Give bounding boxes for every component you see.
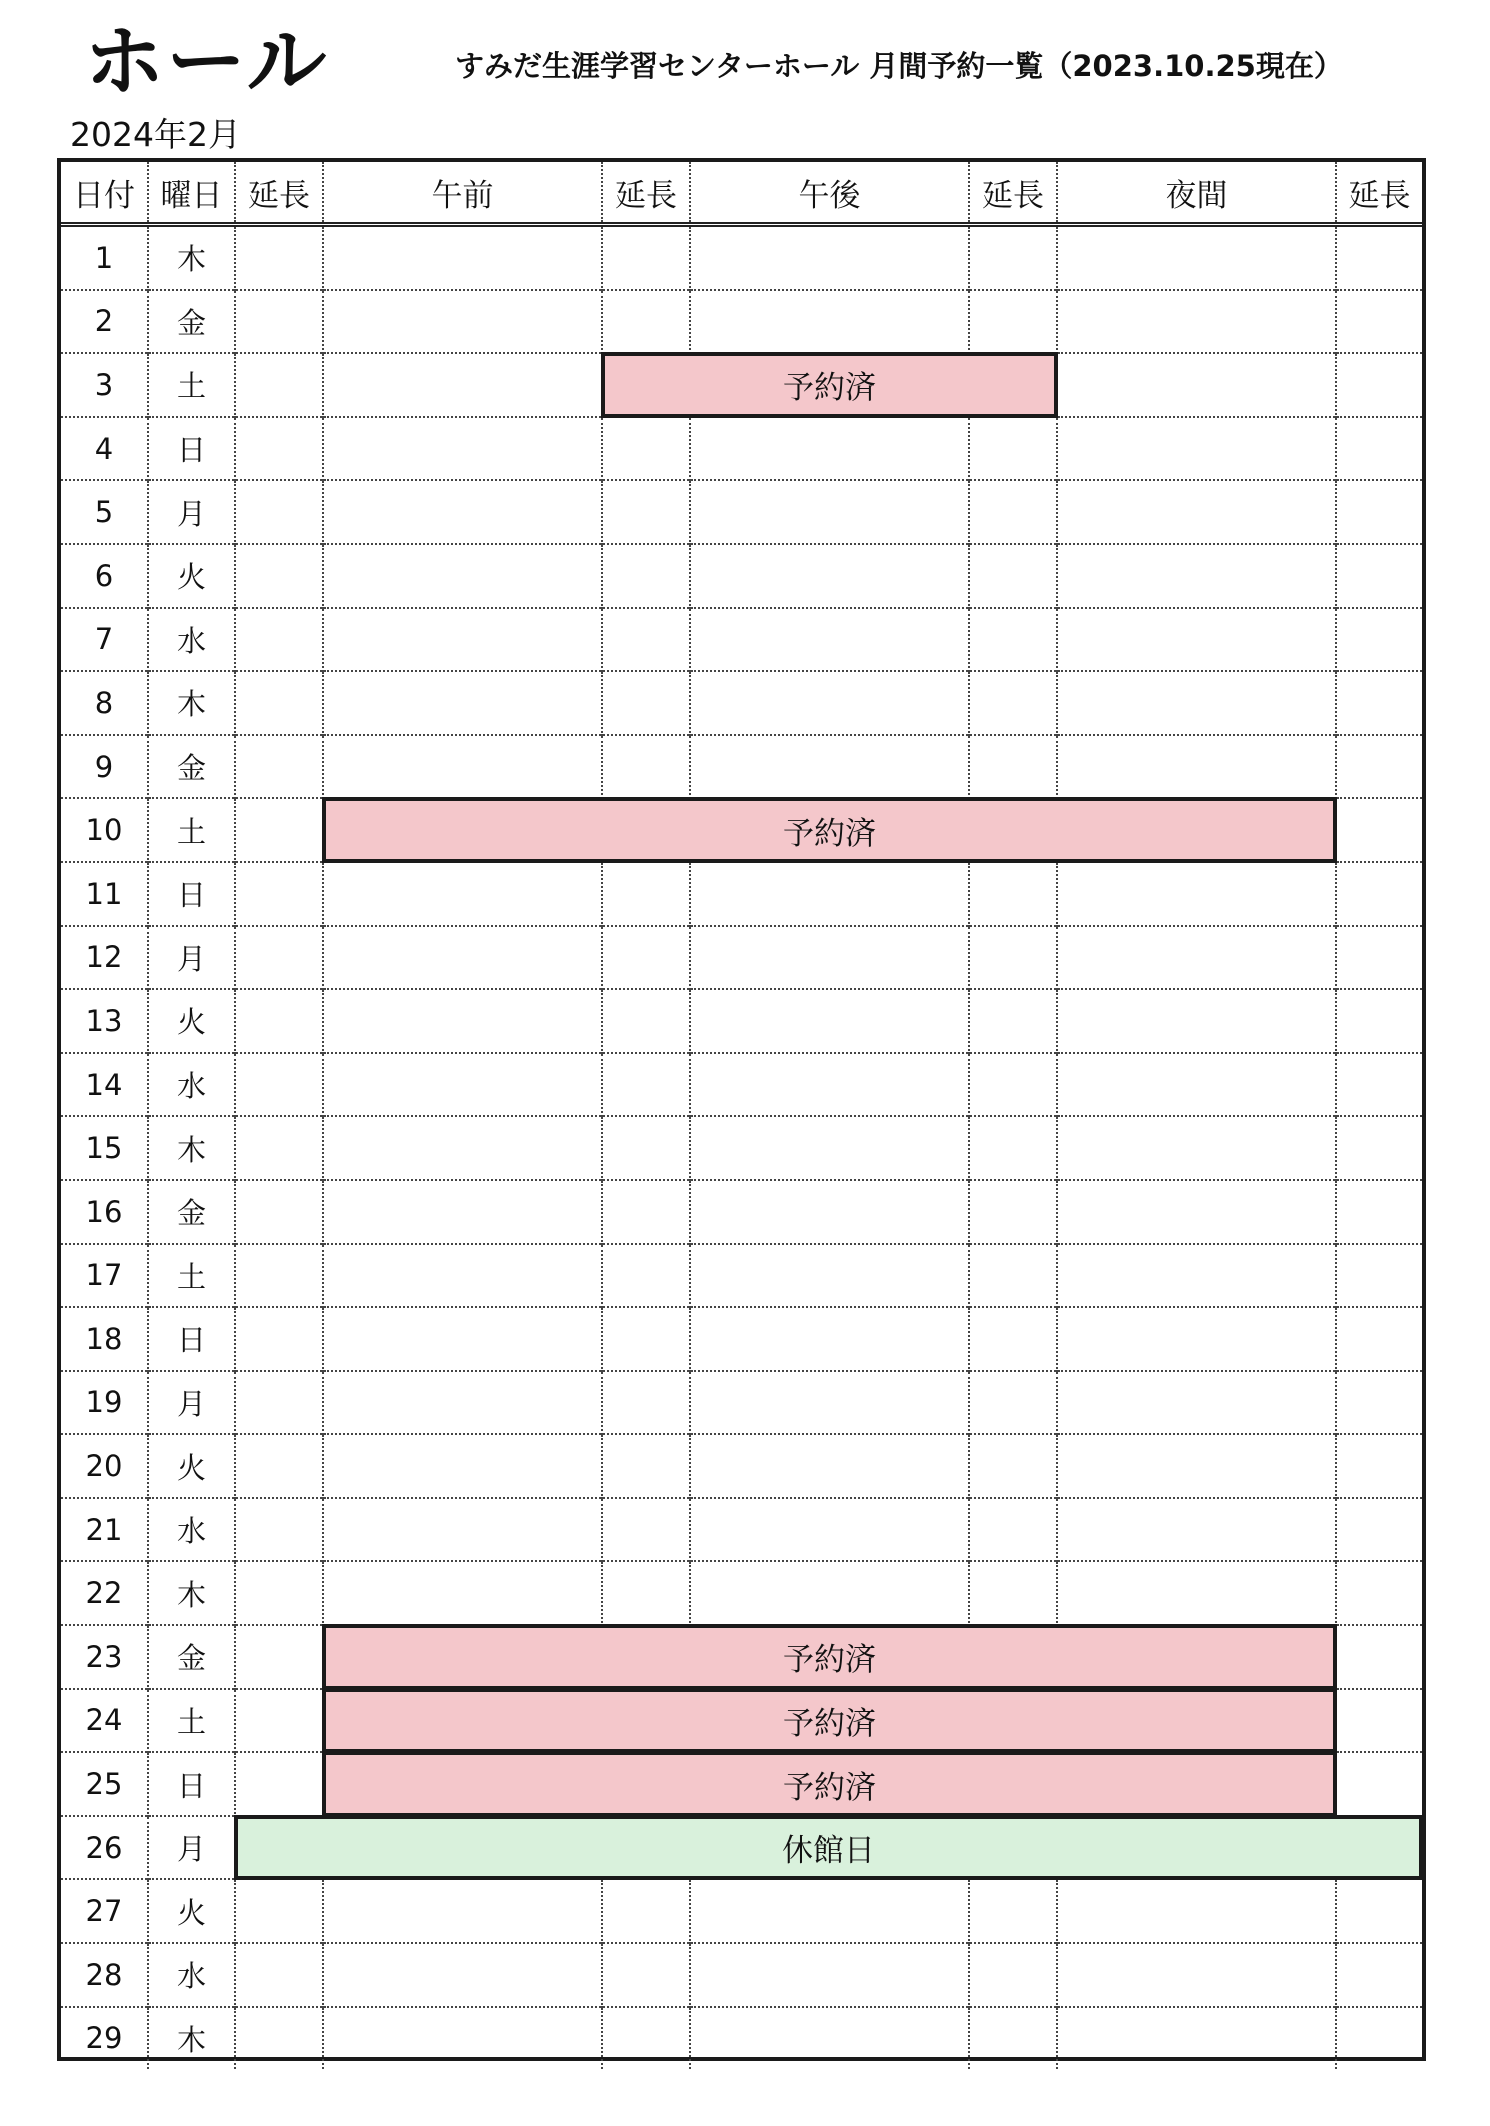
table-row — [61, 1943, 1422, 2007]
cell-slot — [969, 1498, 1057, 1562]
cell-day: 19 — [61, 1371, 148, 1435]
table-row — [61, 608, 1422, 672]
reservation-band: 予約済 — [322, 1624, 1337, 1690]
cell-slot — [969, 862, 1057, 926]
cell-weekday: 木 — [148, 671, 235, 735]
cell-day: 25 — [61, 1752, 148, 1816]
cell-slot — [969, 1371, 1057, 1435]
cell-slot — [1057, 989, 1336, 1053]
cell-slot — [1057, 1371, 1336, 1435]
cell-slot — [690, 1879, 969, 1943]
cell-slot — [969, 480, 1057, 544]
cell-slot — [690, 1371, 969, 1435]
cell-weekday: 土 — [148, 353, 235, 417]
cell-slot — [1336, 353, 1422, 417]
cell-slot — [323, 735, 602, 799]
cell-day: 11 — [61, 862, 148, 926]
cell-slot — [690, 1943, 969, 2007]
cell-day: 12 — [61, 926, 148, 990]
cell-slot — [1336, 417, 1422, 481]
cell-slot — [235, 417, 323, 481]
cell-slot — [1057, 1307, 1336, 1371]
cell-day: 28 — [61, 1943, 148, 2007]
cell-slot — [235, 735, 323, 799]
cell-slot — [235, 862, 323, 926]
column-header-evening: 夜間 — [1057, 162, 1336, 225]
cell-slot — [969, 544, 1057, 608]
cell-slot — [323, 1879, 602, 1943]
table-row — [61, 735, 1422, 799]
table-row — [61, 1180, 1422, 1244]
cell-day: 4 — [61, 417, 148, 481]
page-title: ホール — [84, 15, 329, 108]
cell-slot — [690, 1116, 969, 1180]
table-row — [61, 1371, 1422, 1435]
cell-slot — [690, 989, 969, 1053]
cell-weekday: 月 — [148, 1816, 235, 1880]
cell-slot — [235, 1434, 323, 1498]
cell-slot — [323, 1053, 602, 1117]
cell-slot — [1336, 480, 1422, 544]
cell-slot — [1336, 2007, 1422, 2070]
cell-slot — [969, 608, 1057, 672]
cell-slot — [969, 1180, 1057, 1244]
cell-slot — [969, 1116, 1057, 1180]
cell-weekday: 金 — [148, 1625, 235, 1689]
cell-slot — [235, 1498, 323, 1562]
cell-slot — [1057, 1943, 1336, 2007]
cell-slot — [1336, 1879, 1422, 1943]
cell-slot — [323, 1244, 602, 1308]
cell-slot — [1057, 290, 1336, 354]
cell-slot — [969, 1244, 1057, 1308]
column-header-extension-2: 延長 — [602, 162, 690, 225]
cell-slot — [1057, 1879, 1336, 1943]
cell-slot — [1057, 1180, 1336, 1244]
cell-slot — [690, 671, 969, 735]
cell-slot — [1336, 1244, 1422, 1308]
cell-slot — [1057, 417, 1336, 481]
table-row — [61, 2007, 1422, 2070]
cell-weekday: 土 — [148, 798, 235, 862]
cell-slot — [235, 1180, 323, 1244]
cell-slot — [1336, 1116, 1422, 1180]
cell-day: 15 — [61, 1116, 148, 1180]
table-row — [61, 480, 1422, 544]
cell-slot — [323, 1116, 602, 1180]
cell-slot — [602, 480, 690, 544]
cell-slot — [690, 1180, 969, 1244]
cell-weekday: 火 — [148, 989, 235, 1053]
cell-slot — [1336, 862, 1422, 926]
cell-slot — [969, 989, 1057, 1053]
column-header-morning: 午前 — [323, 162, 602, 225]
cell-slot — [235, 480, 323, 544]
cell-slot — [602, 2007, 690, 2070]
cell-day: 18 — [61, 1307, 148, 1371]
cell-slot — [323, 862, 602, 926]
cell-slot — [969, 735, 1057, 799]
cell-slot — [235, 1752, 323, 1816]
cell-slot — [690, 225, 969, 290]
cell-weekday: 土 — [148, 1244, 235, 1308]
cell-slot — [323, 1498, 602, 1562]
cell-slot — [1057, 353, 1336, 417]
cell-slot — [1057, 1116, 1336, 1180]
cell-day: 29 — [61, 2007, 148, 2070]
cell-slot — [1336, 1689, 1422, 1753]
cell-slot — [690, 862, 969, 926]
cell-slot — [323, 290, 602, 354]
reservation-band: 予約済 — [322, 1751, 1337, 1817]
cell-day: 21 — [61, 1498, 148, 1562]
cell-slot — [323, 1943, 602, 2007]
cell-weekday: 日 — [148, 862, 235, 926]
cell-slot — [969, 1879, 1057, 1943]
cell-slot — [969, 2007, 1057, 2070]
table-row — [61, 1244, 1422, 1308]
cell-slot — [602, 544, 690, 608]
cell-day: 3 — [61, 353, 148, 417]
cell-slot — [235, 1561, 323, 1625]
cell-day: 2 — [61, 290, 148, 354]
column-header-extension-1: 延長 — [235, 162, 323, 225]
cell-slot — [235, 1307, 323, 1371]
cell-slot — [969, 225, 1057, 290]
cell-slot — [323, 1434, 602, 1498]
cell-weekday: 火 — [148, 544, 235, 608]
cell-slot — [323, 1180, 602, 1244]
cell-slot — [1336, 671, 1422, 735]
cell-slot — [1057, 1434, 1336, 1498]
cell-slot — [602, 926, 690, 990]
cell-weekday: 日 — [148, 1307, 235, 1371]
cell-slot — [235, 1943, 323, 2007]
table-row — [61, 1879, 1422, 1943]
cell-slot — [969, 290, 1057, 354]
cell-slot — [690, 1498, 969, 1562]
cell-slot — [235, 1371, 323, 1435]
cell-weekday: 金 — [148, 290, 235, 354]
table-row — [61, 671, 1422, 735]
column-header-afternoon: 午後 — [690, 162, 969, 225]
cell-slot — [690, 608, 969, 672]
cell-slot — [690, 1307, 969, 1371]
cell-day: 27 — [61, 1879, 148, 1943]
cell-slot — [235, 798, 323, 862]
cell-slot — [1057, 544, 1336, 608]
cell-slot — [235, 1689, 323, 1753]
cell-day: 20 — [61, 1434, 148, 1498]
cell-slot — [1057, 480, 1336, 544]
cell-weekday: 木 — [148, 1561, 235, 1625]
cell-slot — [323, 1561, 602, 1625]
cell-slot — [1336, 544, 1422, 608]
cell-slot — [1336, 1625, 1422, 1689]
reservation-band: 予約済 — [322, 1688, 1337, 1754]
cell-slot — [323, 353, 602, 417]
cell-slot — [1336, 1307, 1422, 1371]
cell-slot — [690, 1053, 969, 1117]
cell-day: 13 — [61, 989, 148, 1053]
cell-slot — [690, 1434, 969, 1498]
cell-weekday: 土 — [148, 1689, 235, 1753]
cell-slot — [1336, 1371, 1422, 1435]
table-row — [61, 862, 1422, 926]
cell-weekday: 月 — [148, 926, 235, 990]
cell-slot — [602, 608, 690, 672]
cell-slot — [969, 1053, 1057, 1117]
cell-slot — [1336, 1053, 1422, 1117]
column-header-date: 日付 — [61, 162, 148, 225]
cell-weekday: 金 — [148, 735, 235, 799]
cell-slot — [602, 225, 690, 290]
cell-slot — [1336, 798, 1422, 862]
cell-slot — [1336, 1943, 1422, 2007]
table-row — [61, 1116, 1422, 1180]
closed-day-band: 休館日 — [234, 1815, 1423, 1881]
table-row — [61, 926, 1422, 990]
cell-slot — [323, 480, 602, 544]
cell-slot — [602, 417, 690, 481]
cell-weekday: 月 — [148, 1371, 235, 1435]
cell-slot — [1057, 2007, 1336, 2070]
cell-slot — [235, 1244, 323, 1308]
cell-slot — [235, 225, 323, 290]
cell-slot — [235, 671, 323, 735]
cell-slot — [969, 1943, 1057, 2007]
cell-slot — [969, 1434, 1057, 1498]
cell-day: 26 — [61, 1816, 148, 1880]
cell-slot — [323, 2007, 602, 2070]
cell-slot — [602, 1434, 690, 1498]
cell-slot — [690, 1561, 969, 1625]
cell-slot — [323, 926, 602, 990]
cell-slot — [235, 2007, 323, 2070]
cell-weekday: 火 — [148, 1434, 235, 1498]
cell-slot — [602, 1498, 690, 1562]
cell-slot — [1336, 989, 1422, 1053]
table-row — [61, 989, 1422, 1053]
cell-slot — [323, 417, 602, 481]
cell-slot — [690, 544, 969, 608]
cell-slot — [1336, 926, 1422, 990]
cell-slot — [235, 1879, 323, 1943]
cell-day: 23 — [61, 1625, 148, 1689]
cell-slot — [1336, 290, 1422, 354]
cell-slot — [235, 608, 323, 672]
reservation-band: 予約済 — [322, 797, 1337, 863]
table-row — [61, 544, 1422, 608]
cell-slot — [235, 353, 323, 417]
cell-slot — [1336, 735, 1422, 799]
cell-slot — [602, 1561, 690, 1625]
cell-day: 16 — [61, 1180, 148, 1244]
cell-slot — [690, 480, 969, 544]
cell-slot — [602, 1879, 690, 1943]
cell-slot — [323, 225, 602, 290]
table-row — [61, 1498, 1422, 1562]
cell-day: 17 — [61, 1244, 148, 1308]
cell-day: 6 — [61, 544, 148, 608]
cell-slot — [602, 1116, 690, 1180]
cell-slot — [1057, 735, 1336, 799]
cell-day: 9 — [61, 735, 148, 799]
cell-weekday: 水 — [148, 1053, 235, 1117]
column-header-weekday: 曜日 — [148, 162, 235, 225]
cell-slot — [690, 2007, 969, 2070]
cell-slot — [602, 1307, 690, 1371]
cell-slot — [602, 290, 690, 354]
cell-slot — [235, 1053, 323, 1117]
cell-slot — [235, 1625, 323, 1689]
cell-weekday: 木 — [148, 2007, 235, 2070]
cell-slot — [235, 989, 323, 1053]
cell-weekday: 水 — [148, 1498, 235, 1562]
cell-slot — [235, 290, 323, 354]
cell-slot — [235, 926, 323, 990]
cell-slot — [323, 608, 602, 672]
cell-slot — [602, 1943, 690, 2007]
cell-slot — [602, 862, 690, 926]
table-row — [61, 1561, 1422, 1625]
cell-slot — [602, 989, 690, 1053]
cell-slot — [1057, 1244, 1336, 1308]
column-header-extension-3: 延長 — [969, 162, 1057, 225]
cell-slot — [602, 1244, 690, 1308]
cell-slot — [1057, 1561, 1336, 1625]
cell-day: 5 — [61, 480, 148, 544]
table-row — [61, 225, 1422, 290]
cell-slot — [1336, 608, 1422, 672]
reservation-sheet — [57, 158, 1426, 2061]
cell-slot — [602, 735, 690, 799]
cell-slot — [1057, 926, 1336, 990]
cell-weekday: 月 — [148, 480, 235, 544]
month-label: 2024年2月 — [70, 115, 241, 154]
cell-slot — [969, 671, 1057, 735]
cell-weekday: 水 — [148, 1943, 235, 2007]
cell-slot — [690, 926, 969, 990]
cell-slot — [602, 1371, 690, 1435]
cell-weekday: 木 — [148, 1116, 235, 1180]
cell-slot — [602, 1180, 690, 1244]
cell-slot — [323, 1307, 602, 1371]
reservation-band: 予約済 — [601, 352, 1058, 418]
table-row — [61, 417, 1422, 481]
cell-day: 8 — [61, 671, 148, 735]
cell-slot — [969, 1307, 1057, 1371]
cell-slot — [323, 989, 602, 1053]
cell-weekday: 金 — [148, 1180, 235, 1244]
cell-slot — [1336, 1752, 1422, 1816]
cell-weekday: 日 — [148, 417, 235, 481]
cell-slot — [969, 417, 1057, 481]
cell-slot — [235, 1116, 323, 1180]
cell-day: 24 — [61, 1689, 148, 1753]
cell-day: 22 — [61, 1561, 148, 1625]
table-row — [61, 1307, 1422, 1371]
cell-weekday: 日 — [148, 1752, 235, 1816]
cell-slot — [690, 417, 969, 481]
cell-slot — [969, 926, 1057, 990]
cell-day: 10 — [61, 798, 148, 862]
cell-day: 1 — [94, 240, 114, 275]
table-row — [61, 1434, 1422, 1498]
cell-slot — [1057, 671, 1336, 735]
cell-slot — [323, 1371, 602, 1435]
cell-slot — [602, 1053, 690, 1117]
cell-slot — [1336, 1498, 1422, 1562]
cell-slot — [602, 671, 690, 735]
cell-slot — [1057, 225, 1336, 290]
cell-slot — [1057, 862, 1336, 926]
document-subtitle: すみだ生涯学習センターホール 月間予約一覧（2023.10.25現在） — [455, 49, 1343, 83]
cell-day: 14 — [61, 1053, 148, 1117]
cell-slot — [1057, 1053, 1336, 1117]
cell-slot — [690, 290, 969, 354]
cell-slot — [1336, 1561, 1422, 1625]
cell-slot — [690, 735, 969, 799]
cell-day: 7 — [61, 608, 148, 672]
table-row — [61, 290, 1422, 354]
column-header-extension-4: 延長 — [1336, 162, 1422, 225]
cell-slot — [1336, 1180, 1422, 1244]
cell-weekday: 水 — [148, 608, 235, 672]
cell-slot — [690, 1244, 969, 1308]
cell-weekday: 火 — [148, 1879, 235, 1943]
table-header-row — [61, 162, 1422, 225]
table-row — [61, 1053, 1422, 1117]
cell-slot — [1336, 1434, 1422, 1498]
cell-weekday: 木 — [148, 225, 235, 290]
cell-slot — [235, 544, 323, 608]
cell-slot — [1057, 608, 1336, 672]
cell-slot — [323, 544, 602, 608]
cell-slot — [969, 1561, 1057, 1625]
cell-slot — [323, 671, 602, 735]
cell-slot — [1057, 1498, 1336, 1562]
cell-slot — [1336, 225, 1422, 290]
